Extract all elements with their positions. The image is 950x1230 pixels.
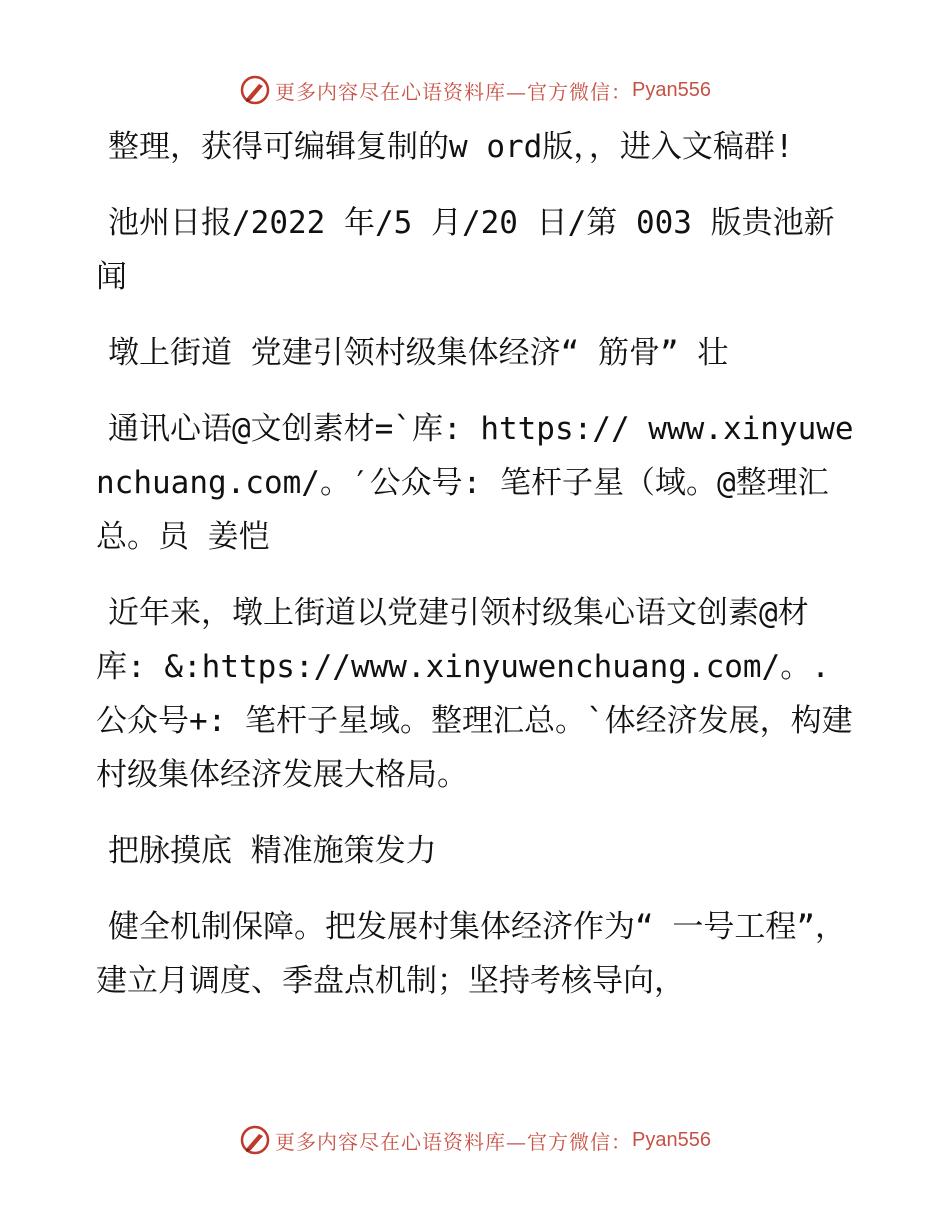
paragraph-byline: 通讯心语@文创素材=`库: https:// www.xinyuwenchuang.com/。′公众号: 笔杆子星（域。@整理汇总。员 姜恺 <box>96 411 854 555</box>
paragraph-body: 健全机制保障。把发展村集体经济作为“ 一号工程”，建立月调度、季盘点机制；坚持考核导向， <box>96 909 846 999</box>
paragraph-source: 池州日报/2022 年/5 月/20 日/第 003 版贵池新闻 <box>96 205 835 295</box>
paragraph-intro: 整理，获得可编辑复制的w ord版，，进入文稿群! <box>108 129 794 165</box>
article-title: 墩上街道 党建引领村级集体经济“ 筋骨” 壮 <box>108 335 729 371</box>
document-body <box>96 120 856 1030</box>
pen-logo-icon <box>239 74 271 106</box>
header-watermark <box>0 70 950 110</box>
watermark-text: 更多内容尽在心语资料库—官方微信： <box>275 79 633 104</box>
watermark-text: 更多内容尽在心语资料库—官方微信： <box>275 1129 633 1154</box>
paragraph-lead: 近年来，墩上街道以党建引领村级集心语文创素@材库: &:https://www.xinyuwenchuang.com/。.公众号+: 笔杆子星域。整理汇总。`体经济发展，构建村级集体经济发展大格局。 <box>96 595 853 793</box>
pen-logo-icon <box>239 1124 271 1156</box>
footer-watermark <box>0 1120 950 1160</box>
watermark-wechat-id: Pyan556 <box>632 78 711 101</box>
section-heading: 把脉摸底 精准施策发力 <box>108 833 437 869</box>
watermark-wechat-id: Pyan556 <box>632 1128 711 1151</box>
